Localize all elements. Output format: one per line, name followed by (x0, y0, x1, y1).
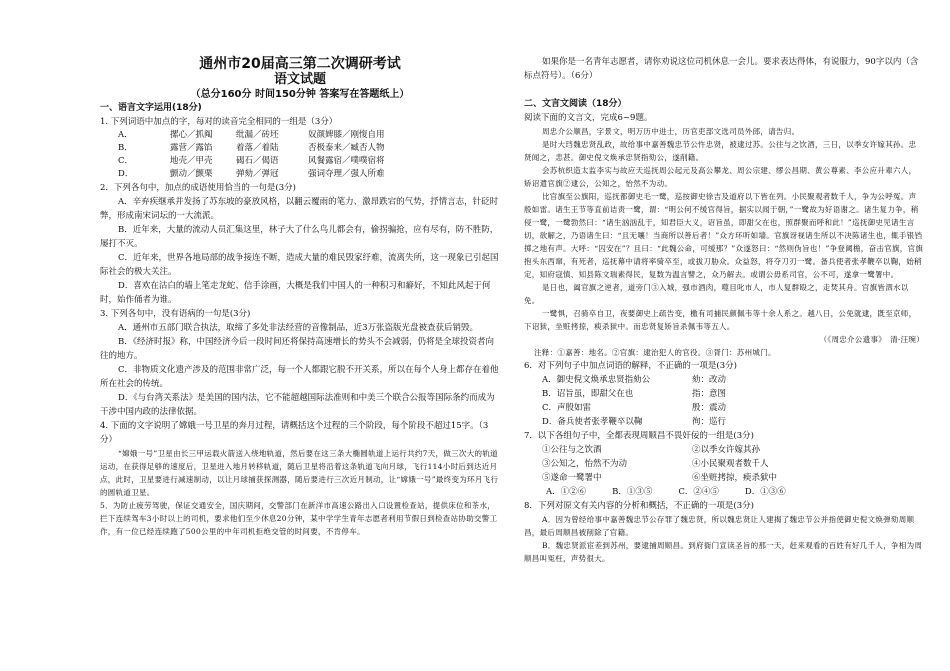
option-letter: C． (118, 156, 134, 166)
passage-source: （《周忠介公遗事》 清·汪琬） (819, 335, 924, 344)
q7-item: ②以季女许嫁其孙 (692, 445, 761, 455)
q7-choice: D．①③⑥ (744, 487, 786, 497)
option-pair: 弹劾／弹冠 (236, 169, 279, 179)
option-gloss: 殷：震动 (692, 403, 727, 413)
section-heading-2: 二、文言文阅读（18分） (524, 99, 627, 109)
q7-item: ⑥坐赃拷掠，瘐杀狱中 (692, 473, 778, 483)
option-gloss: 徇：巡行 (692, 417, 727, 427)
exam-note: （总分160分 时间150分钟 答案写在答题纸上） (190, 89, 410, 100)
question-7: 7．以下各组句子中，全都表现周顺昌不畏奸佞的一组是(3分) (524, 431, 754, 441)
q3-option-b: B．《经济时报》称，中国经济今后一段时间还将保持高速增长的势头不会减弱，仍将是全球投资者向往的地方。 (100, 337, 495, 361)
option-pair: 强词夺理／强人所难 (308, 169, 385, 179)
q6-option-row (524, 373, 924, 387)
q8-option-a: A．因为曾经给事中嘉善魏忠节公存罪了魏忠贤，所以魏忠贤让人建揭了魏忠节公并指使御史倪文焕弹劾周顺昌，最后周顺昌被削除了官籍。 (524, 515, 915, 537)
q6-option-row (524, 415, 924, 429)
section-heading-1: 一、语言文字运用(18分) (100, 103, 202, 113)
option-pair: 否极泰来／臧否人物 (308, 143, 385, 153)
option-sentence: D．备兵使者张孝鞭卒以鞠 (542, 417, 643, 427)
exam-subject: 语文试题 (273, 72, 326, 87)
q1-options (100, 129, 500, 181)
question-5: 5．为防止疲劳驾驶，保证交通安全，国庆期间，交警部门在新洋市高速公路出入口设置检查站，提供床位和茶水，拦下连续驾车3小时以上的司机，要求他们至少休息20分钟，某中学学生青年志愿者利用节假日到检查站协助交警工作，有一位已经连续跑了500公里的中年司机拒绝交管的时间要，不肯停车。 (100, 501, 498, 536)
option-pair: 奴颜婢膝／刚愎自用 (308, 130, 385, 140)
q1-option-row (100, 142, 500, 155)
option-sentence: A．御史倪文焕承忠贤指劾公 (542, 375, 651, 385)
q2-option-d: D．喜欢在沽白的墙上笔走龙蛇、信手涂画，大概是我们中国人的一种积习和癖好，不知此风起于何时，始作俑者为谁。 (100, 281, 491, 305)
option-pair: 摞心／抓阄 (170, 130, 213, 140)
q3-option-a: A．通州市五部门联合执法，取缔了多处非法经营的音像制品，近3万张盗版光盘被查获后销毁。 (118, 323, 479, 333)
q7-item: ④小民聚观者数千人 (692, 459, 769, 469)
passage-paragraph: 是时大珰魏忠贤乱政，故给事中嘉善魏忠节公忤忠贤，被逮过苏。公往与之饮酒，三日，以季女许嫁其孙。忠贤闻之，恚甚。御史倪文焕承忠贤指劾公，遂削籍。 (524, 140, 917, 162)
option-pair: 纰漏／砖坯 (236, 130, 279, 140)
q6-option-row (524, 401, 924, 415)
question-1: 1. 下列词语中加点的字，每对的读音完全相同的一组是（3分） (100, 117, 338, 127)
q7-choice: C．②④⑤ (678, 487, 719, 497)
q7-item-row (524, 443, 924, 457)
left-column (100, 0, 500, 538)
option-gloss: 劾：改动 (692, 375, 727, 385)
q5-instruction: 如果你是一名青年志愿者，请你劝说这位司机休息一会儿。要求表达得体，有说服力，90字以内（含标点符号）。（6分） (524, 57, 919, 81)
q3-option-d: D．《与台湾关系法》是美国的国内法，它不能超越国际法准则和中美三个联合公报等国际条约而成为干涉中国内政的法律依据。 (100, 393, 495, 417)
q7-choice: B．①③⑤ (612, 487, 653, 497)
option-letter: A． (118, 130, 133, 140)
passage-paragraph: 比官旗至公旗阳，巡抚都御史毛一鹭，巡按御史徐吉及道府以下皆在列。小民聚观者数千人，争为公呼冤。声殷如雷。诸生王节等直前诘责一鹭，谓：“明公何不缓官得旨，据实以闻于朝，”一鹭故为好语谢之。诸生复力争，稍侵一鹭，一鹭勃然曰：“诸生汹汹乱于，知君臣大义，诏旨虽，即甜父在也，照群聚而呼和此！”巡抚御史见诸生言切，欲解之，乃语诸生曰：“且无嚷！当商所以善后者！”众方环听如墙。官旗讶视诸生所以不决陈诸生也，辄手银铛掷之地有声。大呼：“囚安在”？且曰：“此魏公命，可缓那？”众遂怒曰：“然则伪旨也！”争登阈檐，奋击官旗，官旗抱头东西窜，有死者，巡抚幕中请将率骑卒至，或拔刀胁众。众益怒，将夺刀刃一鹭。备兵使者张孝鞭卒以鞠，始稍定，知府寇慎、知县陈文瑞素得民，复数为温言譬之，众乃解去。或谓公毋系司官，公不可，遂拿一鹭署中。 (524, 192, 924, 279)
option-letter: D． (118, 169, 134, 179)
q2-option-b: B．近年来，大量的流动人员汇集这里，林子大了什么鸟儿都会有，偷拐骗抢，应有尽有，防不胜防，屡打不灭。 (100, 225, 499, 249)
option-pair: 颤动／颤栗 (170, 169, 213, 179)
option-pair: 着落／着陆 (236, 143, 279, 153)
q7-item: ③公知之，怡然不为动 (542, 459, 628, 469)
passage-paragraph: 一鹭惧，召骑卒自卫，夜要御史上疏告变，檄有司捕民颜佩韦等十余人系之。越八日，公免就逮，既至京师，下诏狱，坐赃拷掠，瘐杀狱中。而忠贤复矫旨杀佩韦等五人。 (524, 309, 917, 331)
question-8: 8．下列对原文有关内容的分析和概括，不正确的一项是(3分) (524, 501, 754, 511)
reading-prompt: 阅读下面的文言文，完成6~9题。 (524, 113, 653, 123)
option-sentence: B．诏旨虽，即甜父在也 (542, 389, 634, 399)
option-letter: B． (118, 143, 133, 153)
q7-item: ⑤遂命一鹭署中 (542, 473, 602, 483)
passage-paragraph: 会苏杭织造太监李实与故应天巡抚周公起元及高公攀龙、周公宗建、缪公昌期、黄公尊素、李公应升辈六人，矫诏遣官旗②逮公，公知之，怡然不为动。 (524, 166, 917, 188)
question-2: 2．下列各句中，加点的成语使用恰当的一句是(3分) (100, 183, 296, 193)
option-pair: 露营／露馅 (170, 143, 213, 153)
option-pair: 风餐露宿／噗噗宿将 (308, 156, 385, 166)
option-pair: 地壳／甲壳 (170, 156, 213, 166)
option-gloss: 指：意图 (692, 389, 727, 399)
passage-paragraph: 是日也，阖官旗之逆者，道旁门③入城，强市酒肉，噬目叱市人，市人复群殴之，走焚其舟。官旗皆泗水以免。 (524, 283, 909, 305)
q7-item-row (524, 471, 924, 485)
q8-option-b: B．魏忠贤派宦差到苏州，要逮捕周顺昌。到府衙门宣读圣旨的那一天，赶来观看的百姓有好几千人，争相为周顺昌叫冤枉，声势很大。 (524, 541, 923, 563)
exam-title: 通州市20届高三第二次调研考试 (199, 56, 401, 72)
q1-option-row (100, 168, 500, 181)
option-pair: 碣石／偈语 (236, 156, 279, 166)
right-column (524, 0, 924, 565)
question-4: 4. 下面的文字说明了嫦娥一号卫星的奔月过程，请概括这个过程的三个阶段，每个阶段不超过15字。（3分） (100, 421, 489, 445)
q4-passage: “嫦娥一号”卫星由长三甲运载火箭送入绕地轨道，然后要在这三条大椭圆轨道上运行共约7天，做三次大的轨道运动，在获得足够的速度后，卫星进入地月转移轨道，随后卫星将沿着这条轨道飞向月球，飞行114小时后到达近月点，此时，卫星要进行减速制动，以让月球捕获探测器，随后要进行三次近月制动，让“嫦娥一号”最终变为环月飞行的圆轨道卫星。 (100, 449, 499, 497)
q7-item-row (524, 457, 924, 471)
q7-choices (524, 485, 924, 499)
q1-option-row (100, 129, 500, 142)
q7-item: ①公往与之饮酒 (542, 445, 602, 455)
q2-option-a: A．辛弃疾继承并发扬了苏东坡的豪放风格，以翻云覆雨的笔力、激昂跌宕的气势，抒情言志，针砭时弊，形成南宋词坛的一大流派。 (100, 197, 499, 221)
q6-option-row (524, 387, 924, 401)
q3-option-c: C．非物质文化遗产涉及的范围非常广泛，每一个人都跟它脱不开关系，所以在每个人身上都存在着他所在社会的传统。 (100, 365, 499, 389)
option-sentence: C．声殷如雷 (542, 403, 592, 413)
q2-option-c: C．近年来，世界各地局部的战争接连不断，造成大量的难民毁家纾难，流离失所，这一现象已引起国际社会的极大关注。 (100, 253, 499, 277)
passage-notes: 注释：①嘉善：地名。②官旗：逮治犯人的官役。③胥门：苏州城门。 (534, 348, 776, 357)
q7-choice: A．①②⑥ (546, 487, 587, 497)
q1-option-row (100, 155, 500, 168)
passage-paragraph: 周忠介公顺昌，字景文，明万历中进士，历官吏部文选司员外郎，请告归。 (542, 127, 800, 136)
question-6: 6．对下列句子中加点词语的解释，不正确的一项是(3分) (524, 361, 737, 371)
question-3: 3. 下列各句中，没有语病的一句是(3分) (100, 309, 251, 319)
